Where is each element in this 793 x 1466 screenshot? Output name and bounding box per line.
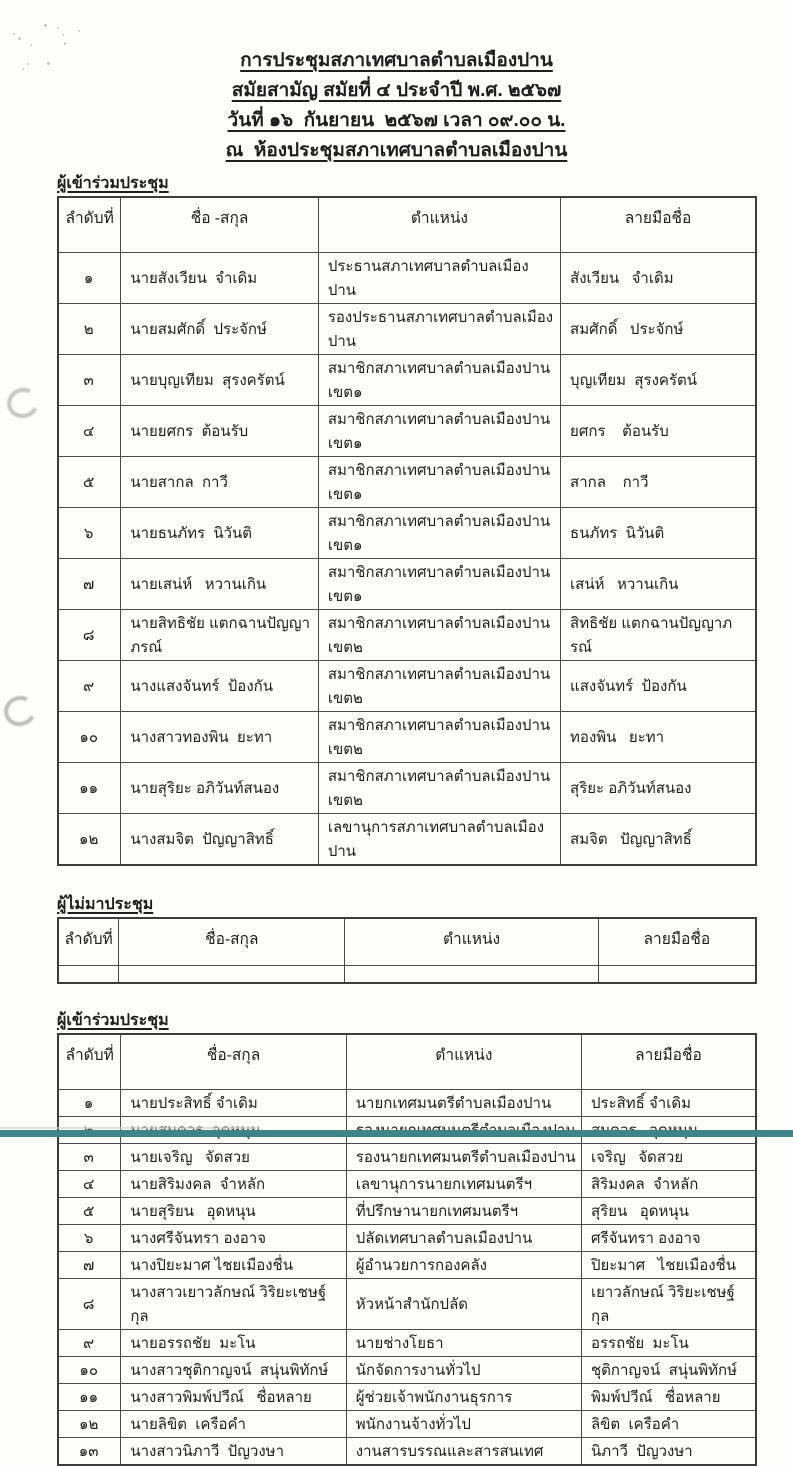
- name-cell: นายบุญเทียม สุรงครัตน์: [121, 355, 319, 406]
- name-cell: นายสากล กาวี: [121, 457, 319, 508]
- position-cell: นายกเทศมนตรีตำบลเมืองปาน: [346, 1089, 581, 1116]
- position-cell: สมาชิกสภาเทศบาลตำบลเมืองปานเขต๑: [318, 559, 560, 610]
- signature-cell: สากล กาวี: [561, 457, 756, 508]
- scan-speck: [64, 42, 66, 45]
- column-header-position: ตำแหน่ง: [318, 197, 560, 253]
- name-cell: นางสาวเยาวลักษณ์ วิริยะเชษฐ์กุล: [121, 1278, 346, 1329]
- document-body: [0, 174, 793, 1466]
- signature-cell: [598, 966, 756, 983]
- scan-speck: [78, 30, 80, 32]
- column-header-position: ตำแหน่ง: [345, 918, 598, 966]
- table-row: [58, 1383, 756, 1410]
- name-cell: [119, 966, 345, 983]
- name-cell: นางศรีจันทรา องอาจ: [121, 1224, 346, 1251]
- name-cell: นางสมจิต ปัญญาสิทธิ์: [121, 814, 319, 866]
- column-header-signature: ลายมือชื่อ: [598, 918, 756, 966]
- row-number-cell: ๗: [58, 1251, 121, 1278]
- row-number-cell: ๘: [58, 1278, 121, 1329]
- scan-speck: [47, 62, 50, 65]
- row-number-cell: ๑: [58, 1089, 121, 1116]
- name-cell: นายลิขิต เครือคำ: [121, 1410, 346, 1437]
- position-cell: นายช่างโยธา: [346, 1329, 581, 1356]
- scanner-edge-strip: [0, 1130, 793, 1137]
- name-cell: นายยศกร ต้อนรับ: [121, 406, 319, 457]
- position-cell: งานสารบรรณและสารสนเทศ: [346, 1437, 581, 1465]
- position-cell: สมาชิกสภาเทศบาลตำบลเมืองปานเขต๑: [318, 508, 560, 559]
- column-header-position: ตำแหน่ง: [346, 1034, 581, 1090]
- row-number-cell: ๖: [58, 1224, 121, 1251]
- document-title-line-2: สมัยสามัญ สมัยที่ ๔ ประจำปี พ.ศ. ๒๕๖๗: [231, 80, 562, 101]
- row-number-cell: ๘: [58, 610, 121, 661]
- column-header-number: ลำดับที่: [58, 197, 121, 253]
- signature-cell: ยศกร ต้อนรับ: [561, 406, 756, 457]
- signature-cell: อรรถชัย มะโน: [581, 1329, 756, 1356]
- position-cell: ผู้อำนวยการกองคลัง: [346, 1251, 581, 1278]
- table-row: [58, 712, 756, 763]
- table-row: [58, 1170, 756, 1197]
- column-header-name: ชื่อ-สกุล: [121, 1034, 346, 1090]
- signature-cell: ปิยะมาศ ไชยเมืองชื่น: [581, 1251, 756, 1278]
- signature-cell: สมศักดิ์ ประจักษ์: [561, 304, 756, 355]
- scan-speck: [27, 63, 29, 65]
- signature-cell: เยาวลักษณ์ วิริยะเชษฐ์กุล: [581, 1278, 756, 1329]
- position-cell: สมาชิกสภาเทศบาลตำบลเมืองปานเขต๒: [318, 712, 560, 763]
- position-cell: สมาชิกสภาเทศบาลตำบลเมืองปานเขต๑: [318, 355, 560, 406]
- position-cell: พนักงานจ้างทั่วไป: [346, 1410, 581, 1437]
- column-header-number: ลำดับที่: [58, 918, 119, 966]
- name-cell: นายสิริมงคล จำหลัก: [121, 1170, 346, 1197]
- signature-cell: สังเวียน จำเดิม: [561, 253, 756, 304]
- name-cell: นายเสน่ห์ หวานเกิน: [121, 559, 319, 610]
- name-cell: นายเจริญ จัดสวย: [121, 1143, 346, 1170]
- section-attendees-council: [57, 174, 757, 866]
- signature-cell: สมจิต ปัญญาสิทธิ์: [561, 814, 756, 866]
- row-number-cell: ๑: [58, 253, 121, 304]
- name-cell: นายสุริยะ อภิวันท์สนอง: [121, 763, 319, 814]
- scan-speck: [18, 37, 21, 40]
- table-row: [58, 1437, 756, 1465]
- column-header-signature: ลายมือชื่อ: [561, 197, 756, 253]
- name-cell: นางปิยะมาศ ไชยเมืองชื่น: [121, 1251, 346, 1278]
- row-number-cell: ๑๐: [58, 712, 121, 763]
- scan-speck: [30, 44, 32, 46]
- scan-speck: [62, 34, 64, 36]
- scan-speck: [22, 68, 24, 70]
- section-label: ผู้ไม่มาประชุม: [57, 896, 154, 913]
- scan-speck: [13, 33, 15, 35]
- position-cell: สมาชิกสภาเทศบาลตำบลเมืองปานเขต๒: [318, 763, 560, 814]
- signature-cell: ประสิทธิ์ จำเดิม: [581, 1089, 756, 1116]
- position-cell: ปลัดเทศบาลตำบลเมืองปาน: [346, 1224, 581, 1251]
- table-row: [58, 1356, 756, 1383]
- signature-cell: ศรีจันทรา องอาจ: [581, 1224, 756, 1251]
- name-cell: นายสิทธิชัย แตกฉานปัญญาภรณ์: [121, 610, 319, 661]
- row-number-cell: ๕: [58, 1197, 121, 1224]
- table-row: [58, 966, 756, 983]
- signature-cell: พิมพ์ปวีณ์ ชื่อหลาย: [581, 1383, 756, 1410]
- table-row: [58, 1410, 756, 1437]
- row-number-cell: ๑๐: [58, 1356, 121, 1383]
- name-cell: นางสาวทองพิน ยะทา: [121, 712, 319, 763]
- section-absentees: [57, 895, 757, 984]
- signature-cell: ทองพิน ยะทา: [561, 712, 756, 763]
- table-header-row: [58, 1034, 756, 1090]
- document-title-line-3: วันที่ ๑๖ กันยายน ๒๕๖๗ เวลา ๐๙.๐๐ น.: [227, 110, 566, 131]
- row-number-cell: [58, 966, 119, 983]
- row-number-cell: ๓: [58, 1143, 121, 1170]
- table-row: [58, 1197, 756, 1224]
- table-row: [58, 1143, 756, 1170]
- row-number-cell: ๓: [58, 355, 121, 406]
- table-row: [58, 1089, 756, 1116]
- position-cell: หัวหน้าสำนักปลัด: [346, 1278, 581, 1329]
- table-row: [58, 253, 756, 304]
- attendees-staff-table: [57, 1033, 757, 1466]
- table-header-row: [58, 197, 756, 253]
- signature-cell: สิทธิชัย แตกฉานปัญญาภรณ์: [561, 610, 756, 661]
- attendees-council-table: [57, 196, 757, 866]
- table-row: [58, 1251, 756, 1278]
- position-cell: เลขานุการสภาเทศบาลตำบลเมืองปาน: [318, 814, 560, 866]
- name-cell: นางสาวพิมพ์ปวีณ์ ชื่อหลาย: [121, 1383, 346, 1410]
- signature-cell: ชุติกาญจน์ สนุ่นพิทักษ์: [581, 1356, 756, 1383]
- position-cell: รองประธานสภาเทศบาลตำบลเมืองปาน: [318, 304, 560, 355]
- table-row: [58, 1329, 756, 1356]
- position-cell: ประธานสภาเทศบาลตำบลเมืองปาน: [318, 253, 560, 304]
- position-cell: สมาชิกสภาเทศบาลตำบลเมืองปานเขต๒: [318, 610, 560, 661]
- document-title-line-1: การประชุมสภาเทศบาลตำบลเมืองปาน: [240, 50, 553, 71]
- signature-cell: ธนภัทร นิวันติ: [561, 508, 756, 559]
- name-cell: นายธนภัทร นิวันติ: [121, 508, 319, 559]
- name-cell: นายสุริยน อุดหนุน: [121, 1197, 346, 1224]
- column-header-signature: ลายมือชื่อ: [581, 1034, 756, 1090]
- position-cell: สมาชิกสภาเทศบาลตำบลเมืองปานเขต๒: [318, 661, 560, 712]
- row-number-cell: ๑๑: [58, 1383, 121, 1410]
- signature-cell: บุญเทียม สุรงครัตน์: [561, 355, 756, 406]
- position-cell: รองนายกเทศมนตรีตำบลเมืองปาน: [346, 1143, 581, 1170]
- scan-speck: [57, 27, 59, 29]
- table-row: [58, 610, 756, 661]
- position-cell: เลขานุการนายกเทศมนตรีฯ: [346, 1170, 581, 1197]
- section-label: ผู้เข้าร่วมประชุม: [57, 1011, 169, 1029]
- document-title-line-4: ณ ห้องประชุมสภาเทศบาลตำบลเมืองปาน: [225, 140, 568, 161]
- section-label: ผู้เข้าร่วมประชุม: [57, 175, 169, 192]
- table-row: [58, 814, 756, 866]
- section-attendees-staff: [57, 1011, 757, 1466]
- row-number-cell: ๑๒: [58, 1410, 121, 1437]
- name-cell: นางสาวนิภาวี ปัญวงษา: [121, 1437, 346, 1465]
- row-number-cell: ๗: [58, 559, 121, 610]
- signature-cell: ลิขิต เครือคำ: [581, 1410, 756, 1437]
- signature-cell: นิภาวี ปัญวงษา: [581, 1437, 756, 1465]
- signature-cell: สุริยน อุดหนุน: [581, 1197, 756, 1224]
- row-number-cell: ๖: [58, 508, 121, 559]
- position-cell: สมาชิกสภาเทศบาลตำบลเมืองปานเขต๑: [318, 406, 560, 457]
- signature-cell: แสงจันทร์ ป้องกัน: [561, 661, 756, 712]
- scan-smudge: [0, 1127, 260, 1129]
- signature-cell: สุริยะ อภิวันท์สนอง: [561, 763, 756, 814]
- table-row: [58, 457, 756, 508]
- table-row: [58, 559, 756, 610]
- table-row: [58, 508, 756, 559]
- row-number-cell: ๑๒: [58, 814, 121, 866]
- name-cell: นายอรรถชัย มะโน: [121, 1329, 346, 1356]
- column-header-name: ชื่อ-สกุล: [119, 918, 345, 966]
- position-cell: นักจัดการงานทั่วไป: [346, 1356, 581, 1383]
- name-cell: นางแสงจันทร์ ป้องกัน: [121, 661, 319, 712]
- table-row: [58, 1224, 756, 1251]
- row-number-cell: ๒: [58, 304, 121, 355]
- signature-cell: เจริญ จัดสวย: [581, 1143, 756, 1170]
- scan-speck: [44, 24, 47, 27]
- signature-cell: เสน่ห์ หวานเกิน: [561, 559, 756, 610]
- name-cell: นายสมศักดิ์ ประจักษ์: [121, 304, 319, 355]
- row-number-cell: ๔: [58, 1170, 121, 1197]
- signature-cell: สิริมงคล จำหลัก: [581, 1170, 756, 1197]
- name-cell: นายสังเวียน จำเดิม: [121, 253, 319, 304]
- document-header: [0, 0, 793, 166]
- name-cell: นายประสิทธิ์ จำเดิม: [121, 1089, 346, 1116]
- row-number-cell: ๙: [58, 661, 121, 712]
- row-number-cell: ๑๓: [58, 1437, 121, 1465]
- table-row: [58, 304, 756, 355]
- row-number-cell: ๔: [58, 406, 121, 457]
- table-row: [58, 1278, 756, 1329]
- table-row: [58, 355, 756, 406]
- table-row: [58, 406, 756, 457]
- row-number-cell: ๑๑: [58, 763, 121, 814]
- absentees-table: [57, 917, 757, 984]
- table-row: [58, 763, 756, 814]
- position-cell: ที่ปรึกษานายกเทศมนตรีฯ: [346, 1197, 581, 1224]
- position-cell: สมาชิกสภาเทศบาลตำบลเมืองปานเขต๑: [318, 457, 560, 508]
- position-cell: [345, 966, 598, 983]
- column-header-name: ชื่อ -สกุล: [121, 197, 319, 253]
- position-cell: ผู้ช่วยเจ้าพนักงานธุรการ: [346, 1383, 581, 1410]
- table-row: [58, 661, 756, 712]
- table-header-row: [58, 918, 756, 966]
- row-number-cell: ๙: [58, 1329, 121, 1356]
- name-cell: นางสาวชุติกาญจน์ สนุ่นพิทักษ์: [121, 1356, 346, 1383]
- row-number-cell: ๕: [58, 457, 121, 508]
- column-header-number: ลำดับที่: [58, 1034, 121, 1090]
